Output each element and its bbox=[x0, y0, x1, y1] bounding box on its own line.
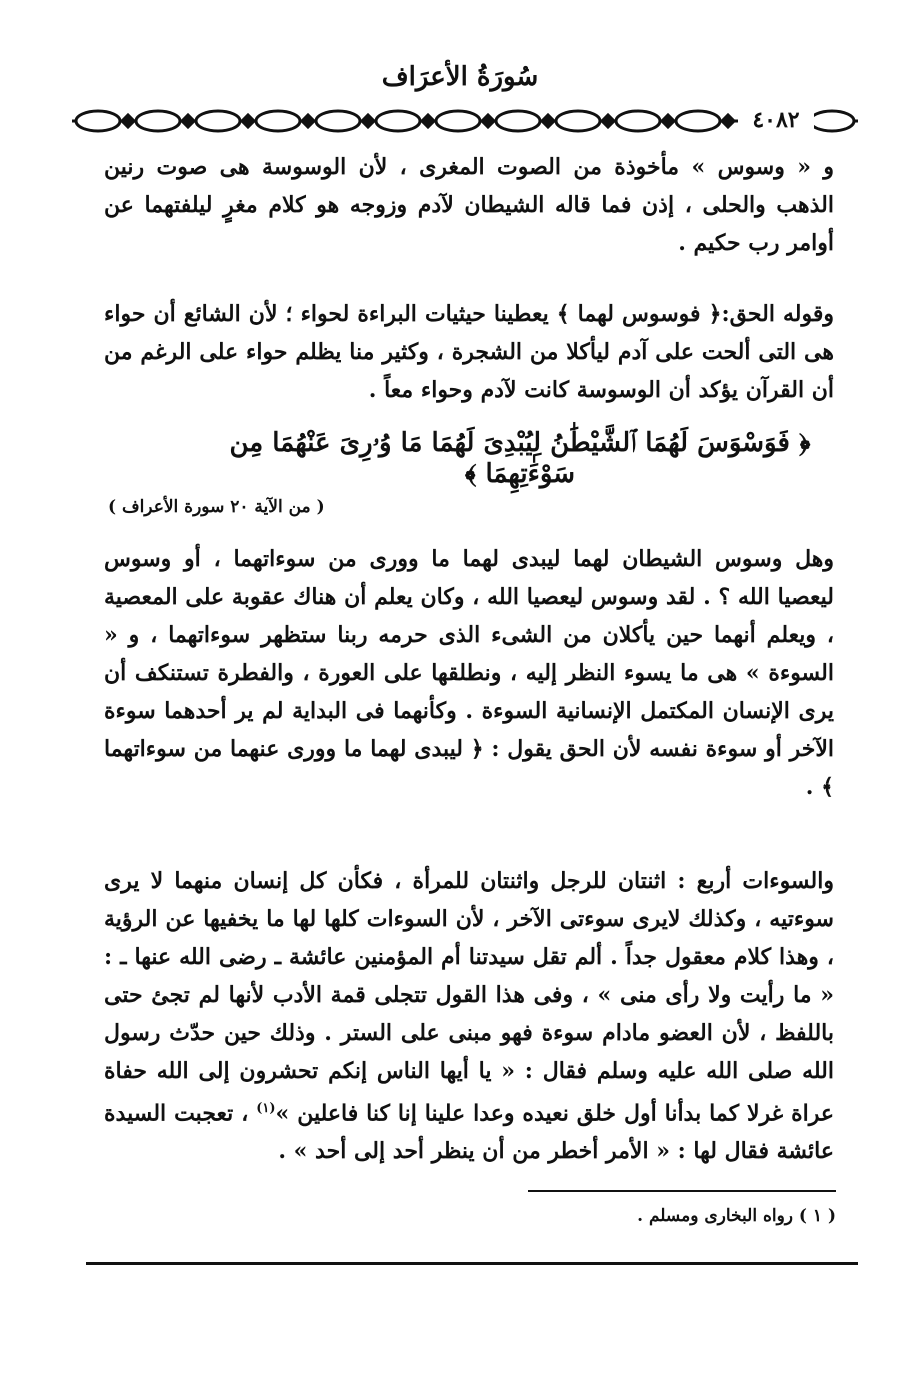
ornament-oval bbox=[676, 111, 720, 131]
footnote: ( ١ ) رواه البخارى ومسلم . bbox=[637, 1206, 836, 1226]
verse-source: ( من الآية ٢٠ سورة الأعراف ) bbox=[108, 497, 325, 517]
ornament-diamond bbox=[362, 115, 374, 127]
ornament-diamond bbox=[722, 115, 734, 127]
paragraph-4-end: ، تعجبت السيدة عائشة فقال لها : « الأمر أخطر من أن ينظر أحد إلى أحد » . bbox=[104, 1100, 834, 1165]
ornament-diamond bbox=[482, 115, 494, 127]
ornament-oval bbox=[436, 111, 480, 131]
footnote-divider bbox=[528, 1190, 836, 1192]
ornament-oval bbox=[616, 111, 660, 131]
ornament-oval bbox=[496, 111, 540, 131]
page-number: ٤٠٨٢ bbox=[738, 107, 814, 133]
page-bottom-rule bbox=[86, 1262, 858, 1265]
ornament-oval bbox=[316, 111, 360, 131]
paragraph-1: و « وسوس » مأخوذة من الصوت المغرى ، لأن الوسوسة هى صوت رنين الذهب والحلى ، إذن فما قاله الشيطان لآدم وزوجه هو كلام مغرٍ ليلفتهما عن أوامر رب حكيم . bbox=[104, 154, 835, 256]
ornament-oval bbox=[376, 111, 420, 131]
ornament-diamond bbox=[182, 115, 194, 127]
ornament-diamond bbox=[242, 115, 254, 127]
surah-title: سُورَةُ الأعرَاف bbox=[381, 62, 539, 92]
paragraph-4 bbox=[104, 862, 834, 1170]
ornament-oval bbox=[256, 111, 300, 131]
ornament-diamond bbox=[662, 115, 674, 127]
ornament-oval bbox=[196, 111, 240, 131]
ornament-diamond bbox=[302, 115, 314, 127]
ornament-diamond bbox=[422, 115, 434, 127]
paragraph-4-main: والسوءات أربع : اثنتان للرجل واثنتان للمرأة ، فكأن كل إنسان منهما لا يرى سوءتيه ، وكذلك لايرى سوءتى الآخر ، لأن السوءات كلها لها ما يخفيها عن الرؤية ، وهذا كلام معقول جداً . ألم تقل سيدتنا أم المؤمنين عائشة ـ رضى الله عنها ـ : « ما رأيت ولا رأى منى » ، وفى هذا القول تتجلى قمة الأدب لأنها لم تجئ حتى باللفظ ، لأن العضو مادام سوءة فهو مبنى على الستر . وذلك حين حدّث رسول الله صلى الله عليه وسلم فقال : « يا أيها الناس إنكم تحشرون إلى الله حفاة عراة غرلا كما بدأنا أول خلق نعيده وعدا علينا إنا كنا فاعلين » bbox=[104, 868, 835, 1127]
ornament-oval bbox=[810, 111, 854, 131]
quran-verse: ﴿ فَوَسْوَسَ لَهُمَا ٱلشَّيْطَٰنُ لِيُبْدِىَ لَهُمَا مَا وُۥرِىَ عَنْهُمَا مِن سَوْءَٰتِهِمَا ﴾ bbox=[229, 428, 811, 489]
ornament-oval bbox=[76, 111, 120, 131]
ornament-oval bbox=[556, 111, 600, 131]
paragraph-3: وهل وسوس الشيطان لهما ليبدى لهما ما وورى من سوءاتهما ، أو وسوس ليعصيا الله ؟ . لقد وسوس ليعصيا الله ، وكان يعلم أن هناك عقوبة على المعصية ، ويعلم أنهما حين يأكلان من الشىء الذى حرمه ربنا ستظهر سوءاتهما ، و « السوءة » هى ما يسوء النظر إليه ، ونطلقها على العورة ، والفطرة تستنكف أن يرى الإنسان المكتمل الإنسانية السوءة . وكأنهما فى البداية لم ير أحدهما سوءة الآخر أو سوءة نفسه لأن الحق يقول : ﴿ ليبدى لهما ما وورى عنهما من سوءاتهما ﴾ . bbox=[104, 546, 834, 800]
ornament-diamond bbox=[542, 115, 554, 127]
paragraph-2: وقوله الحق:﴿ فوسوس لهما ﴾ يعطينا حيثيات البراءة لحواء ؛ لأن الشائع أن حواء هى التى ألحت على آدم ليأكلا من الشجرة ، وكثير منا يظلم حواء على الرغم من أن القرآن يؤكد أن الوسوسة كانت لآدم وحواء معاً . bbox=[104, 301, 834, 403]
footnote-marker: (١) bbox=[256, 1101, 276, 1116]
ornament-diamond bbox=[122, 115, 134, 127]
ornament-oval bbox=[136, 111, 180, 131]
ornament-diamond bbox=[602, 115, 614, 127]
